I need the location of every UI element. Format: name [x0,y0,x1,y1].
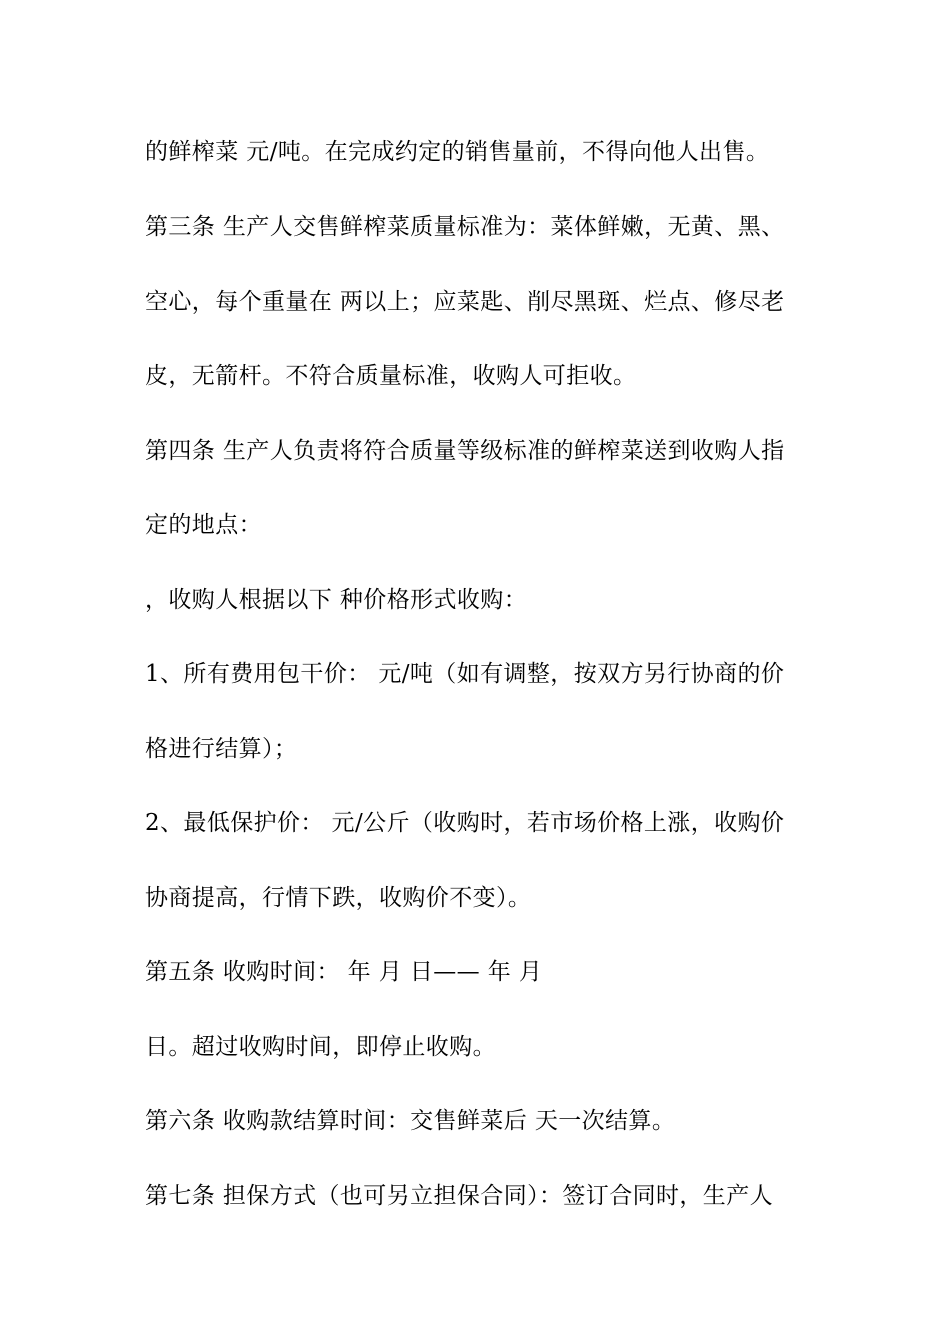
text-line: 2、最低保护价： 元/公斤（收购时，若市场价格上涨，收购价 [145,810,785,836]
text-line: 第六条 收购款结算时间：交售鲜菜后 天一次结算。 [145,1108,676,1134]
text-line: 空心，每个重量在 两以上；应菜匙、削尽黑斑、烂点、修尽老 [145,289,785,315]
text-line: ，收购人根据以下 种价格形式收购： [145,587,528,613]
text-line: 定的地点： [145,512,262,538]
text-line: 协商提高，行情下跌，收购价不变）。 [145,885,532,911]
text-line: 第三条 生产人交售鲜榨菜质量标准为：菜体鲜嫩，无黄、黑、 [145,214,785,240]
text-line: 1、所有费用包干价： 元/吨（如有调整，按双方另行协商的价 [145,661,785,687]
text-line: 第七条 担保方式（也可另立担保合同）：签订合同时，生产人 [145,1183,774,1209]
text-line: 日。超过收购时间，即停止收购。 [145,1034,496,1060]
text-line: 格进行结算）； [145,736,298,762]
text-line: 第五条 收购时间： 年 月 日—— 年 月 [145,959,543,985]
text-line: 的鲜榨菜 元/吨。在完成约定的销售量前，不得向他人出售。 [145,139,770,165]
text-line: 皮，无箭杆。不符合质量标准，收购人可拒收。 [145,363,637,389]
text-line: 第四条 生产人负责将符合质量等级标准的鲜榨菜送到收购人指 [145,438,785,464]
